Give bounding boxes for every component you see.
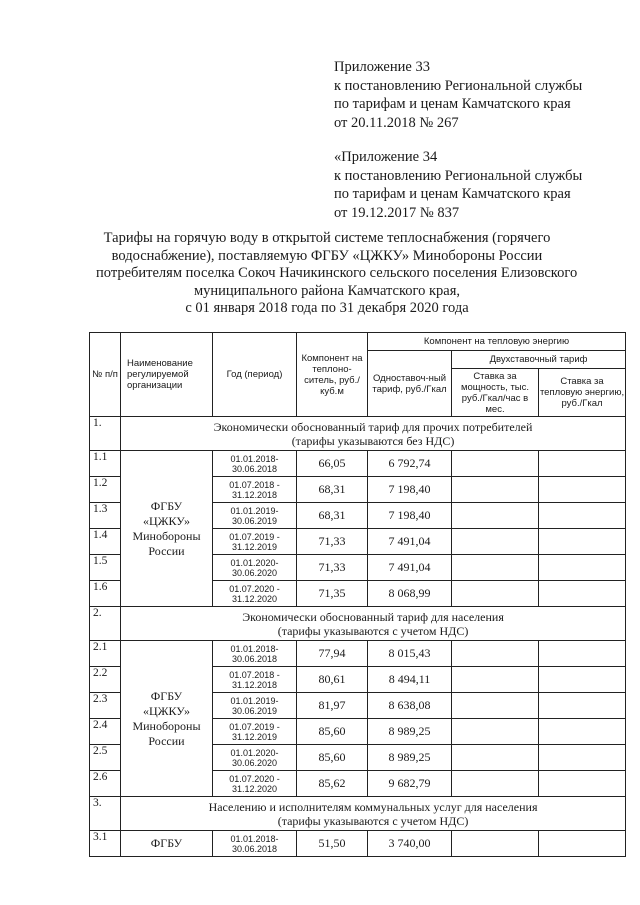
energy-rate-value xyxy=(539,719,626,745)
section-title-line: (тарифы указываются без НДС) xyxy=(291,433,455,448)
appendix-33-header xyxy=(334,58,582,132)
section-row xyxy=(90,417,626,451)
title-line: муниципального района Камчатского края, xyxy=(193,282,461,299)
title-line: с 01 января 2018 года по 31 декабря 2020 года xyxy=(185,300,469,316)
period-line: 31.12.2018 xyxy=(231,489,278,500)
period-line: 01.01.2018- xyxy=(230,453,279,464)
capacity-rate-value xyxy=(452,503,539,529)
table-body xyxy=(90,417,626,857)
period-cell xyxy=(213,555,297,581)
single-rate-value: 9 682,79 xyxy=(368,771,452,797)
header-single-rate: Одноставоч-ный тариф, руб./Гкал xyxy=(368,351,452,417)
organization-line: «ЦЖКУ» xyxy=(143,703,190,718)
header-capacity-rate: Ставка за мощность, тыс. руб./Гкал/час в мес. xyxy=(452,369,539,417)
appendix-line: к постановлению Региональной службы xyxy=(334,77,583,94)
document-title xyxy=(96,230,578,318)
energy-rate-value xyxy=(539,555,626,581)
energy-rate-value xyxy=(539,503,626,529)
section-title-line: (тарифы указываются с учетом НДС) xyxy=(277,813,469,828)
organization-line: России xyxy=(148,733,185,748)
period-cell xyxy=(213,529,297,555)
carrier-component-value: 71,33 xyxy=(297,555,368,581)
period-cell xyxy=(213,693,297,719)
appendix-line: от 20.11.2018 № 267 xyxy=(334,114,459,131)
energy-rate-value xyxy=(539,745,626,771)
row-number: 2.3 xyxy=(90,693,121,719)
carrier-component-value: 85,62 xyxy=(297,771,368,797)
period-cell xyxy=(213,503,297,529)
energy-rate-value xyxy=(539,451,626,477)
period-line: 01.01.2018- xyxy=(230,643,279,654)
section-title-line: Экономически обоснованный тариф для прочих потребителей xyxy=(213,419,533,434)
capacity-rate-value xyxy=(452,667,539,693)
header-two-part-tariff: Двухставочный тариф xyxy=(452,351,626,369)
carrier-component-value: 66,05 xyxy=(297,451,368,477)
period-cell xyxy=(213,477,297,503)
single-rate-value: 7 491,04 xyxy=(368,555,452,581)
energy-rate-value xyxy=(539,667,626,693)
period-line: 01.07.2018 - xyxy=(229,669,280,680)
organization-name xyxy=(121,831,213,857)
carrier-component-value: 81,97 xyxy=(297,693,368,719)
tariff-table xyxy=(89,332,626,857)
row-number: 2.5 xyxy=(90,745,121,771)
carrier-component-value: 71,33 xyxy=(297,529,368,555)
section-row xyxy=(90,797,626,831)
single-rate-value: 7 198,40 xyxy=(368,503,452,529)
header-period: Год (период) xyxy=(213,333,297,417)
appendix-line: по тарифам и ценам Камчатского края xyxy=(334,186,571,202)
appendix-line: по тарифам и ценам Камчатского края xyxy=(334,96,571,112)
single-rate-value: 8 638,08 xyxy=(368,693,452,719)
single-rate-value: 6 792,74 xyxy=(368,451,452,477)
period-line: 01.01.2019- xyxy=(230,505,279,516)
capacity-rate-value xyxy=(452,771,539,797)
row-number: 1.6 xyxy=(90,581,121,607)
header-energy-rate: Ставка за тепловую энергию, руб./Гкал xyxy=(539,369,626,417)
period-cell xyxy=(213,581,297,607)
single-rate-value: 8 494,11 xyxy=(368,667,452,693)
energy-rate-value xyxy=(539,529,626,555)
carrier-component-value: 68,31 xyxy=(297,477,368,503)
capacity-rate-value xyxy=(452,719,539,745)
period-line: 30.06.2019 xyxy=(231,705,278,716)
section-number: 3. xyxy=(90,797,121,831)
organization-line: Минобороны xyxy=(132,718,201,733)
period-line: 01.01.2019- xyxy=(230,695,279,706)
period-line: 31.12.2020 xyxy=(231,783,278,794)
period-line: 30.06.2020 xyxy=(231,757,278,768)
row-number: 1.3 xyxy=(90,503,121,529)
header-energy-component: Компонент на тепловую энергию xyxy=(368,333,626,351)
row-number: 2.1 xyxy=(90,641,121,667)
carrier-component-value: 68,31 xyxy=(297,503,368,529)
single-rate-value: 8 989,25 xyxy=(368,719,452,745)
carrier-component-value: 51,50 xyxy=(297,831,368,857)
energy-rate-value xyxy=(539,831,626,857)
period-line: 01.07.2019 - xyxy=(229,531,280,542)
period-line: 01.07.2019 - xyxy=(229,721,280,732)
appendix-line: от 19.12.2017 № 837 xyxy=(334,204,460,221)
appendix-line: Приложение 33 xyxy=(334,59,430,75)
period-line: 01.07.2020 - xyxy=(229,583,280,594)
organization-line: ФГБУ xyxy=(150,498,183,513)
appendix-line: «Приложение 34 xyxy=(334,149,438,165)
row-number: 1.4 xyxy=(90,529,121,555)
capacity-rate-value xyxy=(452,451,539,477)
capacity-rate-value xyxy=(452,745,539,771)
organization-line: Минобороны xyxy=(132,528,201,543)
carrier-component-value: 77,94 xyxy=(297,641,368,667)
period-cell xyxy=(213,745,297,771)
period-line: 30.06.2018 xyxy=(231,653,278,664)
organization-line: ФГБУ xyxy=(150,688,183,703)
energy-rate-value xyxy=(539,477,626,503)
period-line: 30.06.2019 xyxy=(231,515,278,526)
title-line: потребителям поселка Сокоч Начикинского сельского поселения Елизовского xyxy=(96,265,578,281)
section-title-line: Экономически обоснованный тариф для населения xyxy=(242,609,504,624)
single-rate-value: 8 989,25 xyxy=(368,745,452,771)
title-line: водоснабжение), поставляемую ФГБУ «ЦЖКУ» Минобороны России xyxy=(111,247,543,264)
period-line: 31.12.2019 xyxy=(231,541,278,552)
carrier-component-value: 85,60 xyxy=(297,745,368,771)
single-rate-value: 7 491,04 xyxy=(368,529,452,555)
period-line: 01.01.2020- xyxy=(230,747,279,758)
carrier-component-value: 85,60 xyxy=(297,719,368,745)
period-line: 01.01.2020- xyxy=(230,557,279,568)
capacity-rate-value xyxy=(452,555,539,581)
single-rate-value: 8 068,99 xyxy=(368,581,452,607)
carrier-component-value: 71,35 xyxy=(297,581,368,607)
energy-rate-value xyxy=(539,693,626,719)
capacity-rate-value xyxy=(452,641,539,667)
section-title-line: (тарифы указываются с учетом НДС) xyxy=(277,623,469,638)
energy-rate-value xyxy=(539,641,626,667)
period-cell xyxy=(213,451,297,477)
section-title xyxy=(121,607,626,641)
section-row xyxy=(90,607,626,641)
row-number: 2.6 xyxy=(90,771,121,797)
section-title xyxy=(121,417,626,451)
period-line: 01.01.2018- xyxy=(230,833,279,844)
section-title-line: Населению и исполнителям коммунальных услуг для населения xyxy=(208,799,538,814)
single-rate-value: 8 015,43 xyxy=(368,641,452,667)
row-number: 2.2 xyxy=(90,667,121,693)
single-rate-value: 3 740,00 xyxy=(368,831,452,857)
organization-line: ФГБУ xyxy=(150,836,183,850)
energy-rate-value xyxy=(539,771,626,797)
capacity-rate-value xyxy=(452,529,539,555)
row-number: 2.4 xyxy=(90,719,121,745)
period-line: 30.06.2018 xyxy=(231,463,278,474)
row-number: 1.1 xyxy=(90,451,121,477)
organization-name xyxy=(121,641,213,797)
capacity-rate-value xyxy=(452,581,539,607)
section-number: 1. xyxy=(90,417,121,451)
section-number: 2. xyxy=(90,607,121,641)
header-number: № п/п xyxy=(90,333,121,417)
organization-line: России xyxy=(148,543,185,558)
period-line: 30.06.2018 xyxy=(231,843,278,854)
table-row xyxy=(90,451,626,477)
table-row xyxy=(90,641,626,667)
organization-name xyxy=(121,451,213,607)
capacity-rate-value xyxy=(452,831,539,857)
carrier-component-value: 80,61 xyxy=(297,667,368,693)
period-line: 31.12.2019 xyxy=(231,731,278,742)
row-number: 1.2 xyxy=(90,477,121,503)
capacity-rate-value xyxy=(452,477,539,503)
period-line: 01.07.2018 - xyxy=(229,479,280,490)
period-cell xyxy=(213,831,297,857)
period-line: 31.12.2018 xyxy=(231,679,278,690)
period-cell xyxy=(213,771,297,797)
period-line: 31.12.2020 xyxy=(231,593,278,604)
row-number: 3.1 xyxy=(90,831,121,857)
period-cell xyxy=(213,667,297,693)
capacity-rate-value xyxy=(452,693,539,719)
period-line: 01.07.2020 - xyxy=(229,773,280,784)
energy-rate-value xyxy=(539,581,626,607)
period-cell xyxy=(213,641,297,667)
period-line: 30.06.2020 xyxy=(231,567,278,578)
organization-line: «ЦЖКУ» xyxy=(143,513,190,528)
header-carrier-component: Компонент на теплоно-ситель, руб./куб.м xyxy=(297,333,368,417)
header-organization: Наименование регулируемой организации xyxy=(121,333,213,417)
appendix-34-header xyxy=(334,148,582,222)
single-rate-value: 7 198,40 xyxy=(368,477,452,503)
title-line: Тарифы на горячую воду в открытой системе теплоснабжения (горячего xyxy=(103,230,551,246)
row-number: 1.5 xyxy=(90,555,121,581)
period-cell xyxy=(213,719,297,745)
section-title xyxy=(121,797,626,831)
appendix-line: к постановлению Региональной службы xyxy=(334,167,583,184)
table-row xyxy=(90,831,626,857)
